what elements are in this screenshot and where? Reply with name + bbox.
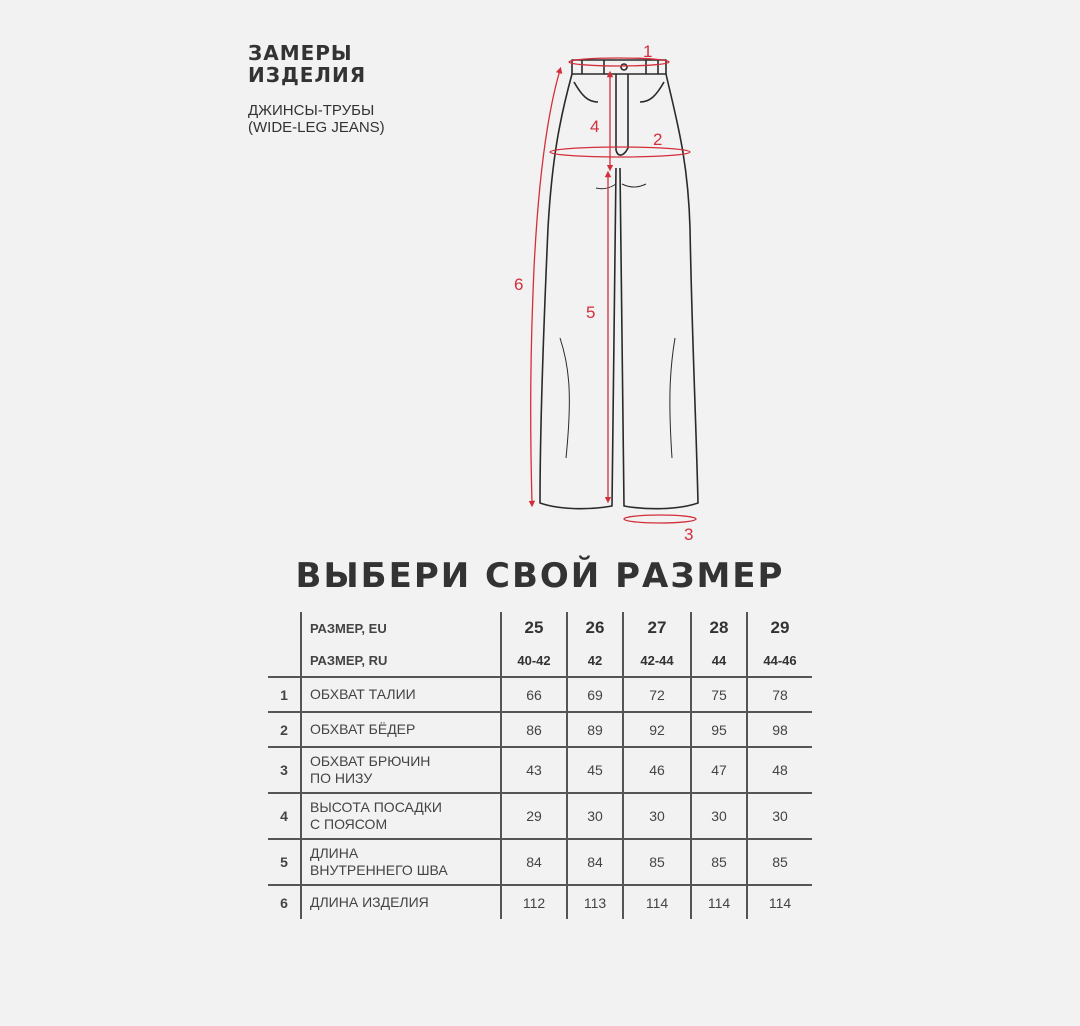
subtitle-line-1: ДЖИНСЫ-ТРУБЫ (248, 102, 375, 119)
row-label (301, 793, 501, 839)
label-5: 5 (586, 303, 596, 322)
row-label-line: ВНУТРЕННЕГО ШВА (310, 862, 448, 878)
label-2: 2 (653, 130, 663, 149)
row-label-line: ОБХВАТ ТАЛИИ (310, 686, 416, 702)
size-ru-cell: 40-42 (501, 644, 567, 677)
value-cell: 47 (691, 747, 747, 793)
value-cell: 69 (567, 677, 623, 712)
table-row (268, 712, 812, 747)
value-cell: 78 (747, 677, 812, 712)
jeans-outline (540, 60, 698, 509)
value-cell: 29 (501, 793, 567, 839)
table-row (268, 677, 812, 712)
value-cell: 43 (501, 747, 567, 793)
table-row (268, 747, 812, 793)
value-cell: 86 (501, 712, 567, 747)
value-cell: 30 (747, 793, 812, 839)
row-label-line: ДЛИНА ИЗДЕЛИЯ (310, 894, 429, 910)
row-number: 3 (268, 747, 301, 793)
empty-cell (268, 612, 301, 644)
size-ru-cell: 42 (567, 644, 623, 677)
row-label-line: ОБХВАТ БРЮЧИН (310, 753, 431, 769)
value-cell: 66 (501, 677, 567, 712)
size-eu-cell: 25 (501, 612, 567, 644)
value-cell: 98 (747, 712, 812, 747)
value-cell: 72 (623, 677, 691, 712)
size-ru-cell: 42-44 (623, 644, 691, 677)
table-row (268, 839, 812, 885)
value-cell: 113 (567, 885, 623, 919)
label-1: 1 (643, 42, 653, 61)
table-row (268, 885, 812, 919)
row-label-line: С ПОЯСОМ (310, 816, 388, 832)
size-ru-row (268, 644, 812, 677)
value-cell: 95 (691, 712, 747, 747)
row-label (301, 677, 501, 712)
size-eu-row (268, 612, 812, 644)
row-number: 5 (268, 839, 301, 885)
title-line-2: ИЗДЕЛИЯ (248, 63, 367, 87)
row-label (301, 747, 501, 793)
product-subtitle (248, 102, 385, 136)
value-cell: 85 (623, 839, 691, 885)
title-line-1: ЗАМЕРЫ (248, 41, 353, 65)
label-6: 6 (514, 275, 524, 294)
value-cell: 84 (567, 839, 623, 885)
row-label (301, 839, 501, 885)
size-eu-label: РАЗМЕР, EU (301, 612, 501, 644)
row-number: 1 (268, 677, 301, 712)
value-cell: 114 (623, 885, 691, 919)
value-cell: 114 (747, 885, 812, 919)
size-eu-cell: 27 (623, 612, 691, 644)
value-cell: 85 (691, 839, 747, 885)
size-table (268, 612, 812, 919)
page-title (248, 42, 385, 86)
value-cell: 84 (501, 839, 567, 885)
label-3: 3 (684, 525, 694, 544)
value-cell: 30 (567, 793, 623, 839)
value-cell: 89 (567, 712, 623, 747)
value-cell: 46 (623, 747, 691, 793)
size-headline: ВЫБЕРИ СВОЙ РАЗМЕР (295, 556, 785, 596)
value-cell: 92 (623, 712, 691, 747)
row-label-line: ОБХВАТ БЁДЕР (310, 721, 416, 737)
value-cell: 114 (691, 885, 747, 919)
size-ru-cell: 44 (691, 644, 747, 677)
table-row (268, 793, 812, 839)
row-label (301, 712, 501, 747)
empty-cell (268, 644, 301, 677)
size-eu-cell: 29 (747, 612, 812, 644)
row-number: 4 (268, 793, 301, 839)
value-cell: 30 (623, 793, 691, 839)
row-number: 2 (268, 712, 301, 747)
value-cell: 30 (691, 793, 747, 839)
row-label (301, 885, 501, 919)
row-number: 6 (268, 885, 301, 919)
jeans-diagram (500, 38, 720, 548)
value-cell: 112 (501, 885, 567, 919)
size-eu-cell: 28 (691, 612, 747, 644)
row-label-line: ВЫСОТА ПОСАДКИ (310, 799, 442, 815)
size-ru-cell: 44-46 (747, 644, 812, 677)
value-cell: 85 (747, 839, 812, 885)
header-block (248, 42, 385, 136)
value-cell: 45 (567, 747, 623, 793)
size-eu-cell: 26 (567, 612, 623, 644)
subtitle-line-2: (WIDE-LEG JEANS) (248, 119, 385, 136)
row-label-line: ДЛИНА (310, 845, 359, 861)
size-ru-label: РАЗМЕР, RU (301, 644, 501, 677)
value-cell: 75 (691, 677, 747, 712)
row-label-line: ПО НИЗУ (310, 770, 373, 786)
value-cell: 48 (747, 747, 812, 793)
label-4: 4 (590, 117, 600, 136)
